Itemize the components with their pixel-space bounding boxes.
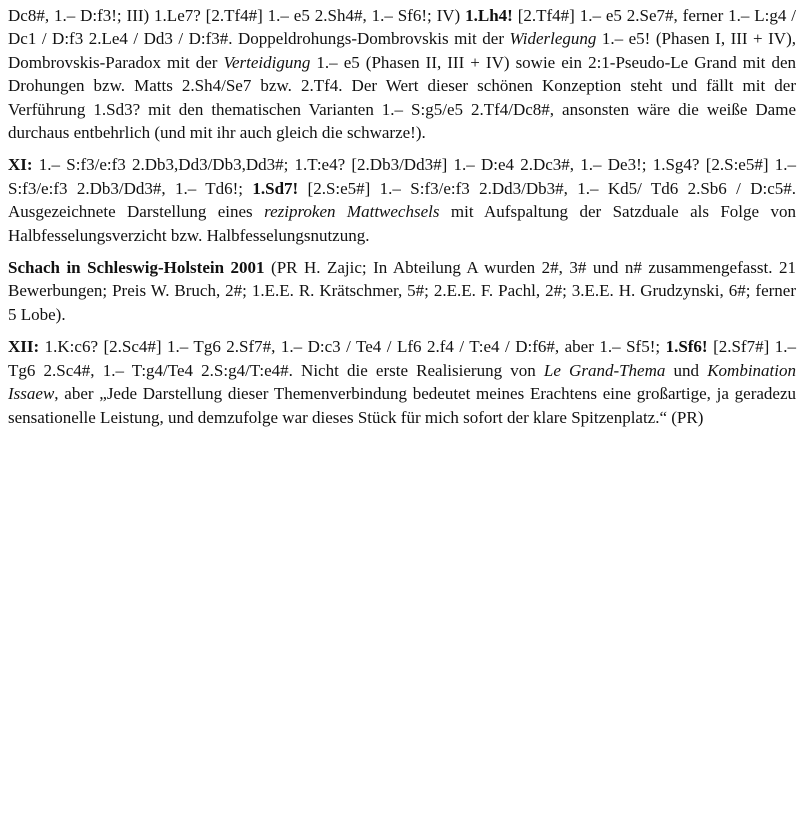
text-segment: 1.Sf6! (665, 337, 708, 357)
paragraph-x-continuation (8, 4, 796, 144)
paragraph-schleswig-holstein (8, 256, 796, 326)
text-segment: 1.Sd7! (252, 178, 299, 198)
text-segment: [2.Sf7#] 1.– Tg6 2.Sc4#, 1.– T:g4/Te4 2.S:g4/T:e4#. Nicht die erste Realisierung von (8, 337, 796, 380)
text-segment: Kombination Issaew (8, 360, 797, 404)
text-segment: 1.K:c6? [2.Sc4#] 1.– Tg6 2.Sf7#, 1.– D:c3 / Te4 / Lf6 2.f4 / T:e4 / D:f6#, aber 1.– Sf5!; (39, 337, 666, 357)
text-segment: XII: (8, 337, 40, 357)
text-segment: 1.– e5! (Phasen I, III + IV), Dombrovskis-Paradox mit der (8, 29, 796, 72)
text-segment: Verteidigung (223, 52, 311, 72)
text-segment: (PR H. Zajic; In Abteilung A wurden 2#, 3# und n# zusammengefasst. 21 Bewerbungen; Preis W. Bruch, 2#; 1.E.E. R. Krätschmer, 5#; 2.E.E. F. Pachl, 2#; 3.E.E. H. Grudzynski, 6#; ferner 5 Lobe). (8, 258, 796, 324)
paragraph-xii (8, 335, 796, 429)
text-segment: mit Aufspaltung der Satzduale als Folge von Halbfesselungsverzicht bzw. Halbfesselungsnutzung. (8, 202, 796, 245)
text-segment: 1.Lh4! (465, 6, 513, 25)
text-segment: Dc8#, 1.– D:f3!; III) 1.Le7? [2.Tf4#] 1.– e5 2.Sh4#, 1.– Sf6!; IV) (8, 6, 466, 25)
text-segment: reziproken Mattwechsels (264, 202, 440, 222)
text-segment: Schach in Schleswig-Holstein 2001 (8, 258, 265, 278)
text-segment: [2.Tf4#] 1.– e5 2.Se7#, ferner 1.– L:g4 / Dc1 / D:f3 2.Le4 / Dd3 / D:f3#. Doppeldrohungs-Dombrovskis mit der (8, 6, 796, 49)
text-segment: [2.S:e5#] 1.– S:f3/e:f3 2.Dd3/Db3#, 1.– Kd5/ Td6 2.Sb6 / D:c5#. Ausgezeichnete Darstellung eines (8, 178, 796, 222)
text-segment: , aber „Jede Darstellung dieser Themenverbindung bedeutet meines Erachtens eine großartige, ja geradezu sensationelle Leistung, und demzufolge war dieses Stück für mich sofort der klare Spitzenplatz.“ (PR) (8, 384, 796, 427)
document-page (8, 4, 796, 438)
text-segment: und (665, 360, 708, 380)
text-segment: 1.– e5 (Phasen II, III + IV) sowie ein 2:1-Pseudo-Le Grand mit den Drohungen bzw. Matts 2.Sh4/Se7 bzw. 2.Tf4. Der Wert dieser schönen Konzeption steht und fällt mit der Verführung 1.Sd3? mit den thematischen Varianten 1.– S:g5/e5 2.Tf4/Dc8#, ansonsten wäre die weiße Dame durchaus entbehrlich (und mit ihr auch gleich die schwarze!). (8, 52, 796, 143)
paragraph-xi (8, 153, 796, 247)
text-segment: 1.– S:f3/e:f3 2.Db3,Dd3/Db3,Dd3#; 1.T:e4? [2.Db3/Dd3#] 1.– D:e4 2.Dc3#, 1.– De3!; 1.Sg4? [2.S:e5#] 1.– S:f3/e:f3 2.Db3/Dd3#, 1.– Td6!; (8, 155, 796, 198)
text-segment: Widerlegung (509, 29, 597, 49)
text-segment: XI: (8, 155, 33, 175)
text-segment: Le Grand-Thema (543, 360, 666, 380)
